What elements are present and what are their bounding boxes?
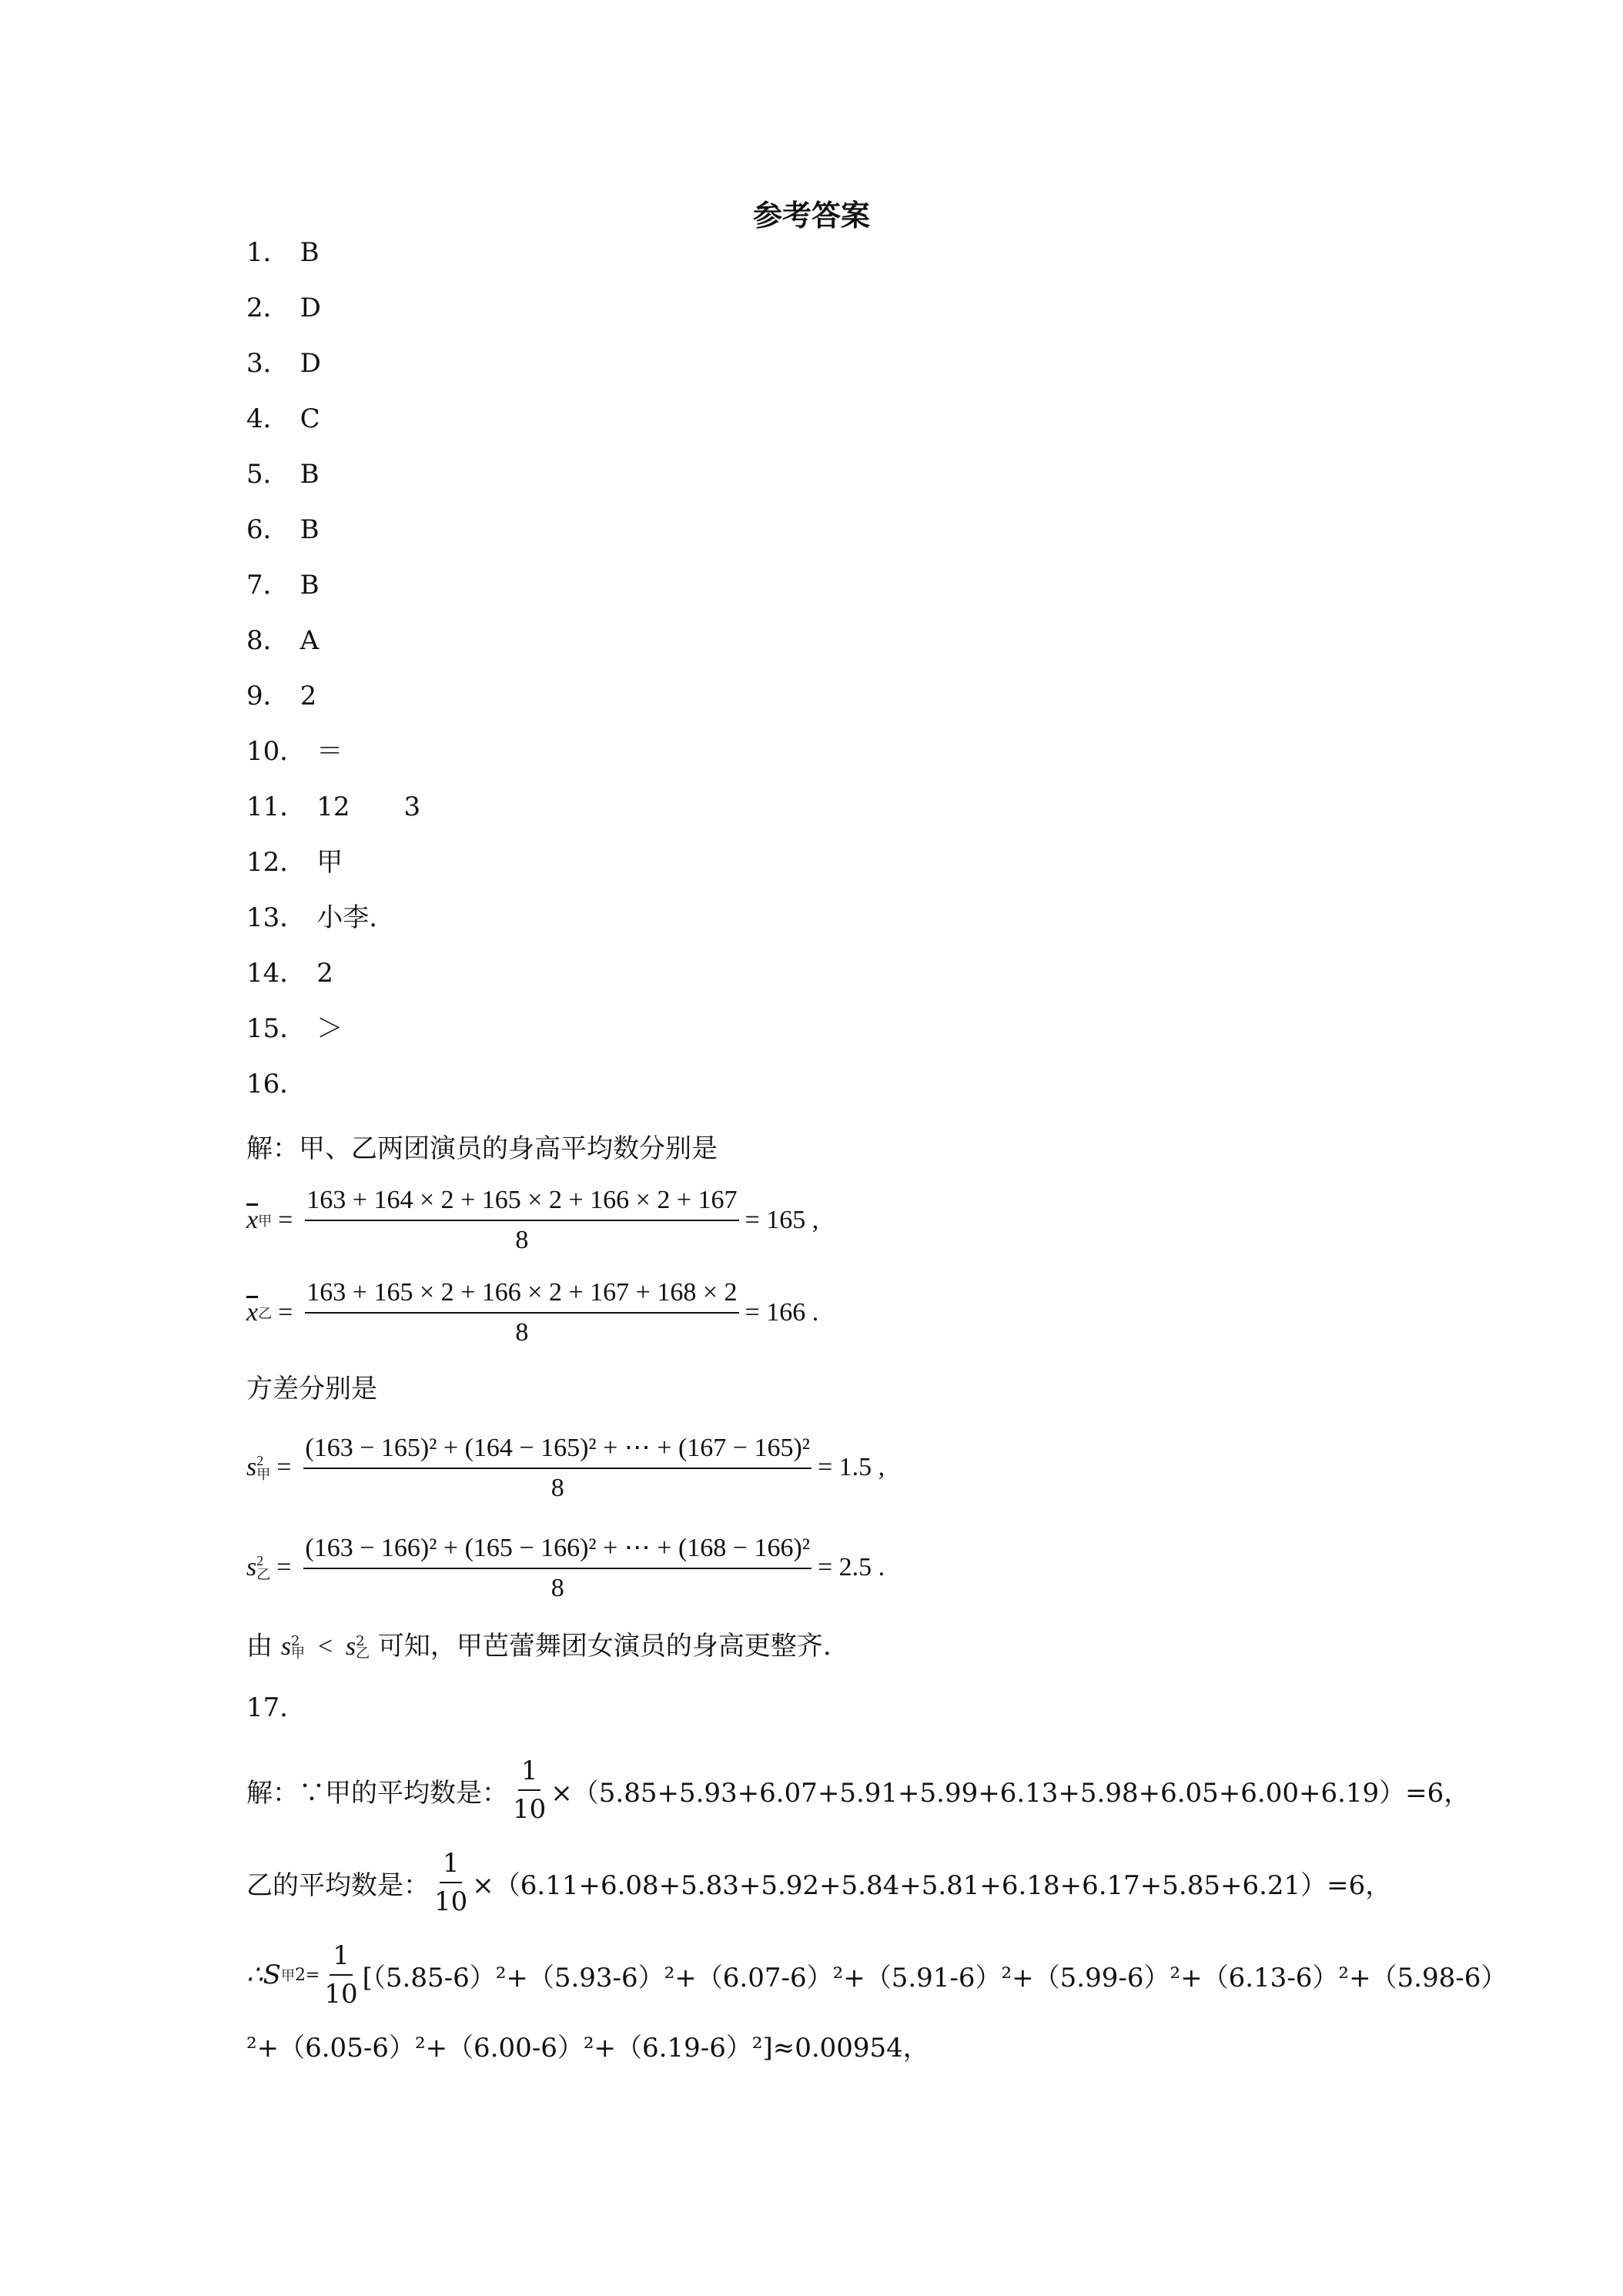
mean-yi-sub: 乙 bbox=[258, 1306, 273, 1321]
q17-line2-post: ×（6.11+6.08+5.83+5.92+5.84+5.81+6.18+6.17+5.85+6.21）=6， bbox=[472, 1869, 1392, 1901]
q16-conclusion: 由 s 2 甲 < s 2 乙 可知，甲芭蕾舞团女演员的身高更整齐. bbox=[246, 1631, 832, 1662]
var-yi-numerator: (163 − 166)² + (165 − 166)² + ⋯ + (168 − 166)² bbox=[303, 1532, 812, 1569]
answer-row bbox=[246, 1063, 316, 1106]
answer-value: C bbox=[300, 403, 320, 434]
q17-line2 bbox=[246, 1848, 1391, 1917]
answer-value: B bbox=[300, 237, 320, 268]
q17-line4: ²+（6.05-6）²+（6.00-6）²+（6.19-6）²]≈0.00954， bbox=[246, 2033, 929, 2063]
answer-number: 13． bbox=[246, 902, 306, 933]
answer-row bbox=[246, 508, 320, 551]
answer-row bbox=[246, 619, 319, 662]
q17-number: 17． bbox=[246, 1692, 306, 1723]
answer-number: 6． bbox=[246, 514, 289, 545]
q16-var-yi: s 2 乙 = $\frac{\text{(163 − 166)² + (165 − 166)² + ⋯ + (168 − 166)²}}{8}$ = 2.5 . bbox=[246, 1534, 885, 1602]
var-yi-fraction bbox=[303, 1532, 812, 1603]
var-jia-sub: 甲 bbox=[256, 1467, 271, 1482]
q17-line3-post: [（5.85-6）²+（5.93-6）²+（6.07-6）²+（5.91-6）²+（5.99-6）²+（6.13-6）²+（5.98-6） bbox=[362, 1962, 1508, 1993]
mean-jia-numerator: 163 + 164 × 2 + 165 × 2 + 166 × 2 + 167 bbox=[305, 1186, 738, 1221]
var-jia-numerator: (163 − 165)² + (164 − 165)² + ⋯ + (167 − 165)² bbox=[303, 1432, 812, 1469]
answer-row bbox=[246, 952, 333, 995]
answer-number: 3． bbox=[246, 348, 289, 379]
answer-number: 2． bbox=[246, 293, 289, 323]
answer-row bbox=[246, 564, 320, 607]
answer-number: 15． bbox=[246, 1013, 306, 1044]
answer-value: ＞ bbox=[316, 1013, 343, 1044]
answer-number: 16． bbox=[246, 1069, 306, 1099]
q17-line1-fraction: $\frac{1}{10}$ bbox=[513, 1755, 547, 1825]
answer-row bbox=[246, 453, 320, 496]
answer-row bbox=[246, 841, 343, 884]
var-jia-result: = 1.5 , bbox=[817, 1453, 885, 1481]
answer-value: D bbox=[300, 348, 321, 379]
q17-line2-fraction: $\frac{1}{10}$ bbox=[434, 1848, 468, 1917]
var-yi-denominator: 8 bbox=[550, 1574, 564, 1602]
mean-yi-numerator: 163 + 165 × 2 + 166 × 2 + 167 + 168 × 2 bbox=[305, 1278, 738, 1314]
mean-yi-result: = 166 . bbox=[745, 1298, 819, 1327]
mean-jia-symbol: $\overline{x}$ bbox=[246, 1206, 259, 1234]
answer-value: D bbox=[300, 293, 321, 323]
answer-row bbox=[246, 674, 316, 718]
answer-value: 2 bbox=[300, 681, 317, 711]
answer-row bbox=[246, 785, 420, 828]
q17-line3: ∴S 甲 2= $\frac{1}{10}$ [（5.85-6）²+（5.93-6）²+（6.07-6）²+（5.91-6）²+（5.99-6）²+（6.13-6）²+（5.98-6） bbox=[246, 1940, 1508, 2010]
answer-value: B bbox=[300, 514, 320, 545]
answer-row bbox=[246, 342, 321, 385]
answer-number: 10． bbox=[246, 736, 306, 767]
q16-var-jia: s 2 甲 = $\frac{\text{(163 − 165)² + (164 − 165)² + ⋯ + (167 − 165)²}}{8}$ = 1.5 , bbox=[246, 1434, 885, 1502]
var-jia-fraction bbox=[303, 1432, 812, 1503]
mean-jia-fraction bbox=[305, 1186, 738, 1255]
answer-value: B bbox=[300, 570, 320, 601]
var-yi-sub: 乙 bbox=[256, 1567, 271, 1582]
answer-value: 甲 bbox=[316, 847, 343, 878]
answer-value: A bbox=[300, 625, 320, 656]
variance-intro: 方差分别是 bbox=[246, 1374, 377, 1404]
answer-number: 4． bbox=[246, 403, 289, 434]
answer-number: 1． bbox=[246, 237, 289, 268]
mean-yi-fraction bbox=[305, 1278, 738, 1347]
q16-mean-jia: $\overline{x}$ 甲 = $\frac{163 + 164 \times 2 + 165 \times 2 + 166 \times 2 + 167}{8}$ = 165 , bbox=[246, 1186, 819, 1254]
answer-value: 小李. bbox=[316, 902, 378, 933]
q17-line2-pre: 乙的平均数是： bbox=[246, 1869, 430, 1901]
answer-row bbox=[246, 896, 377, 939]
var-yi-symbol: s bbox=[246, 1553, 257, 1581]
answer-number: 9． bbox=[246, 681, 289, 711]
answer-value-2: 3 bbox=[403, 792, 421, 822]
mean-yi-symbol: $\overline{x}$ bbox=[246, 1298, 259, 1327]
conclusion-pre: 由 bbox=[246, 1631, 273, 1662]
page-title: 参考答案 bbox=[752, 198, 870, 233]
answer-value: B bbox=[300, 459, 320, 490]
answer-row bbox=[246, 1007, 343, 1050]
answer-row bbox=[246, 286, 321, 330]
q16-mean-yi: $\overline{x}$ 乙 = $\frac{163 + 165 \times 2 + 166 \times 2 + 167 + 168 \times 2}{8}$ = 166 . bbox=[246, 1278, 819, 1347]
answer-number: 5． bbox=[246, 459, 289, 490]
q17-line1 bbox=[246, 1755, 1470, 1825]
answer-number: 12． bbox=[246, 847, 306, 878]
answer-value: 12 bbox=[316, 792, 350, 822]
q17-line3-pre: ∴S bbox=[246, 1960, 281, 1990]
conclusion-post: 可知，甲芭蕾舞团女演员的身高更整齐. bbox=[377, 1631, 832, 1662]
answer-value: 2 bbox=[316, 958, 333, 989]
q17-line1-post: ×（5.85+5.93+6.07+5.91+5.99+6.13+5.98+6.05+6.00+6.19）=6， bbox=[550, 1777, 1471, 1809]
var-jia-symbol: s bbox=[246, 1453, 257, 1481]
answer-number: 7． bbox=[246, 570, 289, 601]
answer-value: ＝ bbox=[316, 736, 343, 767]
answer-number: 8． bbox=[246, 625, 289, 656]
mean-jia-sub: 甲 bbox=[258, 1213, 273, 1229]
var-jia-denominator: 8 bbox=[550, 1474, 564, 1502]
q16-intro: 解：甲、乙两团演员的身高平均数分别是 bbox=[246, 1133, 718, 1164]
answer-row bbox=[246, 397, 320, 440]
answer-row bbox=[246, 231, 320, 274]
answer-number: 14． bbox=[246, 958, 306, 989]
mean-yi-denominator: 8 bbox=[515, 1318, 529, 1347]
q17-line3-fraction: $\frac{1}{10}$ bbox=[324, 1940, 358, 2010]
q17-line1-pre: 解：∵甲的平均数是： bbox=[246, 1777, 508, 1809]
answer-row bbox=[246, 730, 343, 773]
mean-jia-result: = 165 , bbox=[745, 1206, 819, 1234]
answer-number: 11． bbox=[246, 792, 306, 822]
mean-jia-denominator: 8 bbox=[515, 1226, 529, 1254]
var-yi-result: = 2.5 . bbox=[817, 1553, 885, 1581]
